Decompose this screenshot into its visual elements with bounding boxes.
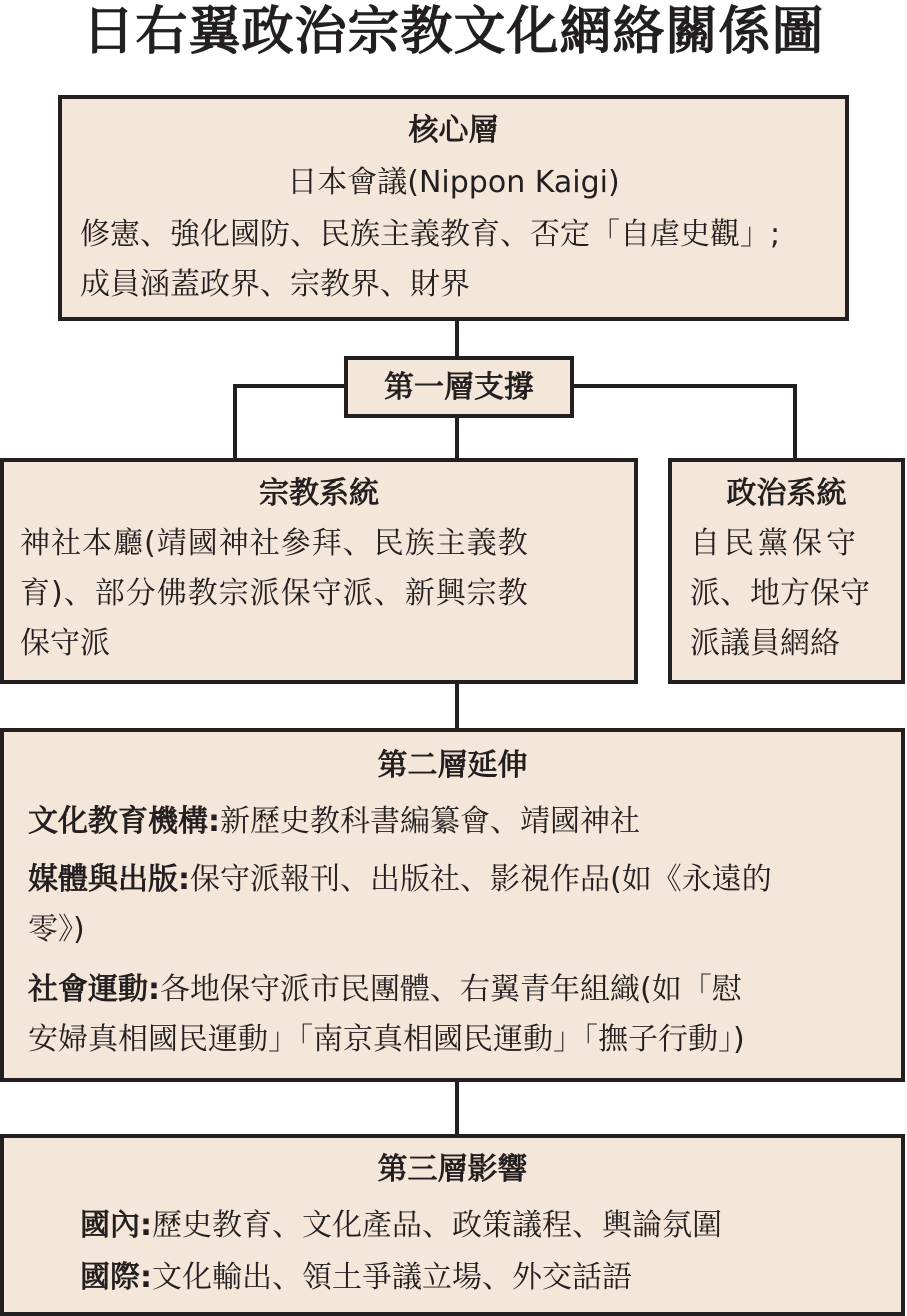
connector-tier1-left-horizontal [233, 384, 348, 388]
political-system-line1: 自民黨保守 [690, 526, 860, 561]
tier3-header: 第三層影響 [377, 1152, 528, 1187]
religion-system-title: 宗教系統 [259, 476, 379, 511]
tier3-international-text: 文化輸出、領土爭議立場、外交話語 [152, 1260, 632, 1295]
tier2-social-text: 各地保守派市民團體、右翼青年組織(如「慰 [160, 972, 742, 1007]
tier3-domestic-label: 國內: [80, 1208, 152, 1243]
tier2-social-label: 社會運動: [28, 972, 160, 1007]
tier2-social-row-cont: 安婦真相國民運動」「南京真相國民運動」「撫子行動」) [28, 1022, 745, 1057]
tier2-media-text: 保守派報刊、出版社、影視作品(如《永遠的 [190, 862, 772, 897]
tier2-box [0, 728, 905, 1082]
tier3-domestic-text: 歷史教育、文化產品、政策議程、輿論氛圍 [152, 1208, 722, 1243]
tier2-media-row-cont: 零》) [28, 912, 85, 947]
religion-system-box [0, 458, 638, 684]
religion-system-line1: 神社本廳(靖國神社參拜、民族主義教 [20, 526, 529, 561]
core-description-line1: 修憲、強化國防、民族主義教育、否定「自虐史觀」; [80, 217, 781, 252]
tier2-media-label: 媒體與出版: [28, 862, 190, 897]
tier3-domestic-row [80, 1202, 722, 1250]
core-layer-header: 核心層 [408, 113, 499, 148]
tier2-culture-text: 新歷史教科書編纂會、靖國神社 [220, 804, 640, 839]
tier1-header-box [344, 356, 574, 418]
diagram-title: 日右翼政治宗教文化網絡關係圖 [82, 2, 825, 62]
tier1-header: 第一層支撐 [384, 370, 534, 405]
tier2-media-row [28, 856, 772, 904]
political-system-box [668, 458, 905, 684]
core-description-line2: 成員涵蓋政界、宗教界、財界 [80, 267, 470, 302]
core-layer-box [58, 95, 849, 321]
tier2-culture-label: 文化教育機構: [28, 804, 220, 839]
religion-system-line3: 保守派 [20, 626, 110, 661]
tier3-box [0, 1134, 905, 1316]
connector-center-drop [455, 414, 459, 460]
political-system-line2: 派、地方保守 [690, 576, 870, 611]
connector-left-drop [233, 384, 237, 460]
connector-right-drop [793, 384, 797, 460]
tier2-header: 第二層延伸 [377, 748, 528, 783]
connector-tier2-tier3 [455, 1080, 459, 1136]
tier3-international-row [80, 1254, 632, 1302]
connector-core-tier1 [455, 318, 459, 358]
religion-system-line2: 育)、部分佛教宗派保守派、新興宗教 [20, 576, 529, 611]
connector-religion-tier2 [455, 682, 459, 730]
tier2-social-row [28, 966, 742, 1014]
tier3-international-label: 國際: [80, 1260, 152, 1295]
political-system-line3: 派議員網絡 [690, 626, 840, 661]
connector-tier1-right-horizontal [570, 384, 797, 388]
political-system-title: 政治系統 [726, 476, 847, 511]
core-org-name: 日本會議(Nippon Kaigi) [287, 165, 620, 200]
tier2-culture-row [28, 798, 640, 846]
